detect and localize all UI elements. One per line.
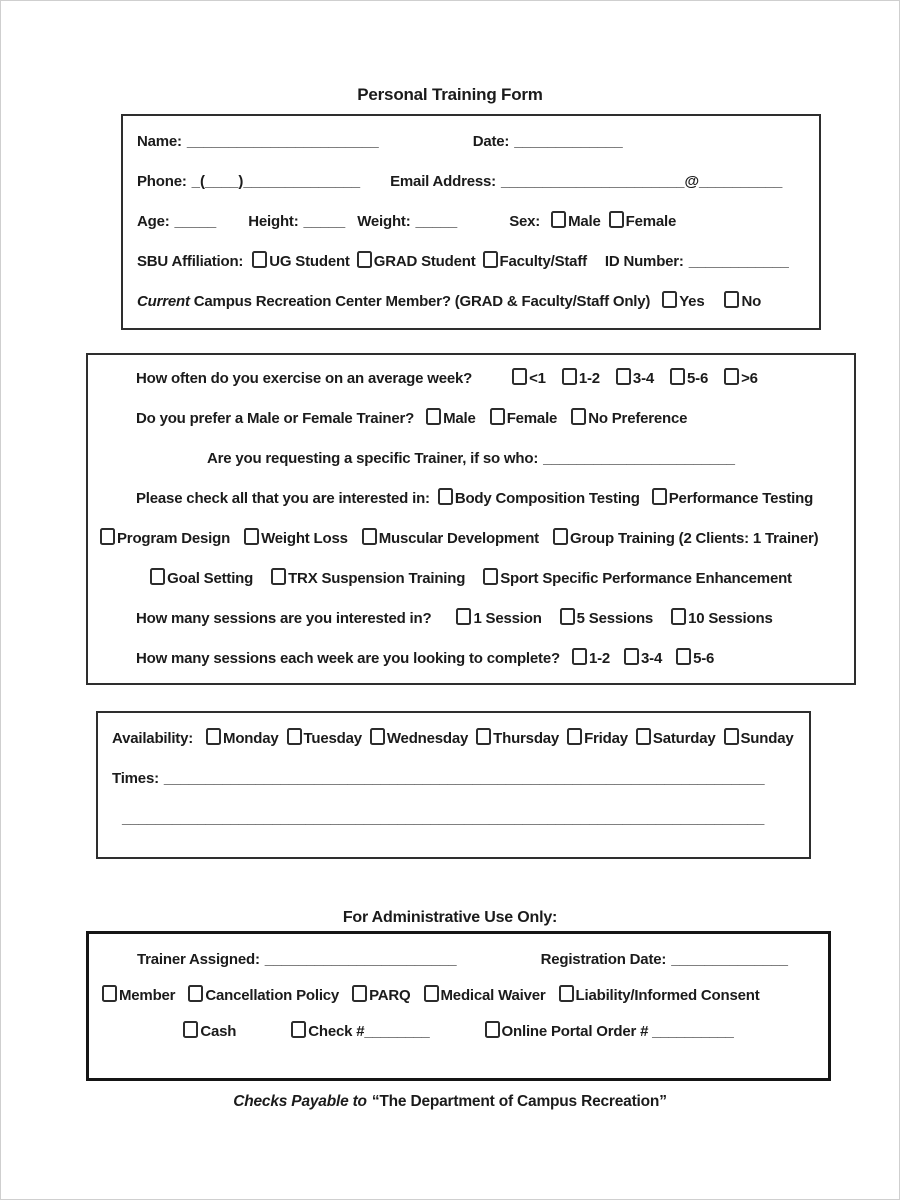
- date-blank[interactable]: _____________: [514, 133, 623, 150]
- height-label: Height:: [248, 213, 299, 230]
- checkbox-option[interactable]: [424, 978, 546, 1014]
- checkbox-label: Muscular Development: [378, 530, 539, 547]
- checkbox-option[interactable]: [438, 479, 640, 519]
- checkbox-option[interactable]: [291, 1014, 429, 1050]
- checks-payable-italic: Checks Payable to: [233, 1093, 367, 1110]
- checkbox-icon[interactable]: [670, 368, 685, 385]
- email-local-blank[interactable]: ______________________: [500, 173, 685, 190]
- checkbox-option[interactable]: [724, 359, 758, 399]
- payment-line: [99, 1014, 818, 1050]
- checkbox-icon[interactable]: [362, 528, 377, 545]
- checkbox-label: Cash: [200, 1023, 237, 1040]
- affiliation-options: [252, 253, 587, 270]
- trainer-assigned-line: [99, 942, 818, 978]
- checkbox-label: Saturday: [652, 730, 716, 747]
- weight-label: Weight:: [357, 213, 411, 230]
- checkbox-option[interactable]: [183, 1014, 236, 1050]
- checkbox-label: Male: [443, 410, 476, 427]
- checkbox-option[interactable]: [609, 202, 677, 242]
- checkbox-icon[interactable]: [560, 608, 575, 625]
- checkbox-label: 5 Sessions: [576, 610, 654, 627]
- registration-date-blank[interactable]: ______________: [671, 951, 788, 968]
- checkbox-icon[interactable]: [562, 368, 577, 385]
- checkbox-icon[interactable]: [483, 251, 498, 268]
- exercise-question-label: How often do you exercise on an average week?: [136, 370, 473, 387]
- checkbox-label: Wednesday: [386, 730, 469, 747]
- checkbox-label: Sunday: [740, 730, 794, 747]
- age-label: Age:: [137, 213, 170, 230]
- checkbox-label: Female: [506, 410, 558, 427]
- checkbox-option[interactable]: [662, 282, 704, 322]
- checkbox-option[interactable]: [485, 1014, 734, 1050]
- checkbox-icon[interactable]: [724, 368, 739, 385]
- checkbox-icon[interactable]: [188, 985, 203, 1002]
- sessions-question-line: [100, 599, 842, 639]
- checkbox-icon[interactable]: [512, 368, 527, 385]
- times-label: Times:: [112, 770, 159, 787]
- checkbox-icon[interactable]: [724, 291, 739, 308]
- id-number-blank[interactable]: ____________: [688, 253, 789, 270]
- checkbox-icon[interactable]: [271, 568, 286, 585]
- interest-options-row2: [100, 530, 818, 547]
- specific-trainer-line: [100, 439, 842, 479]
- checkbox-option[interactable]: [559, 978, 760, 1014]
- checkbox-option[interactable]: [476, 719, 559, 759]
- checkbox-option[interactable]: [652, 479, 813, 519]
- checkbox-option[interactable]: [616, 359, 654, 399]
- checkbox-icon[interactable]: [671, 608, 686, 625]
- interest-line-3: [100, 559, 842, 599]
- checkbox-option[interactable]: [567, 719, 628, 759]
- times-line: [112, 759, 795, 799]
- checkbox-icon[interactable]: [553, 528, 568, 545]
- checkbox-label: 3-4: [641, 650, 663, 667]
- interest-options-row1: [438, 490, 813, 507]
- checkbox-icon[interactable]: [652, 488, 667, 505]
- checkbox-icon[interactable]: [483, 568, 498, 585]
- member-question-italic: Current: [137, 293, 190, 310]
- checkbox-option[interactable]: [490, 399, 558, 439]
- checkbox-option[interactable]: [352, 978, 410, 1014]
- times-blank-2[interactable]: _____________________________________________________________________________: [122, 810, 765, 827]
- checkbox-icon[interactable]: [724, 728, 739, 745]
- weekly-sessions-label: How many sessions each week are you looking to complete?: [136, 650, 560, 667]
- checkbox-option[interactable]: [244, 519, 348, 559]
- phone-blank[interactable]: _(____)______________: [191, 173, 361, 190]
- checkbox-label: PARQ: [369, 987, 411, 1004]
- checkbox-label: Check #________: [308, 1023, 430, 1040]
- name-date-line: [137, 122, 805, 162]
- checkbox-icon[interactable]: [636, 728, 651, 745]
- form-title: Personal Training Form: [357, 85, 543, 104]
- affiliation-label: SBU Affiliation:: [137, 253, 244, 270]
- checkbox-option[interactable]: [271, 559, 465, 599]
- times-blank[interactable]: ________________________________________________________________________: [163, 770, 765, 787]
- id-number-label: ID Number:: [604, 253, 684, 270]
- checkbox-icon[interactable]: [183, 1021, 198, 1038]
- times-line-2: [112, 799, 795, 839]
- admin-checklist-line: [99, 978, 818, 1014]
- email-label: Email Address:: [390, 173, 496, 190]
- checkbox-label: Online Portal Order # __________: [501, 1023, 734, 1040]
- at-sign: @: [684, 173, 699, 190]
- checkbox-option[interactable]: [624, 639, 662, 679]
- checkbox-option[interactable]: [426, 399, 476, 439]
- checkbox-icon[interactable]: [352, 985, 367, 1002]
- interest-label: Please check all that you are interested in:: [136, 490, 430, 507]
- checkbox-icon[interactable]: [559, 985, 574, 1002]
- payment-options: [183, 1023, 733, 1040]
- checkbox-label: No Preference: [588, 410, 688, 427]
- checkbox-label: Monday: [223, 730, 279, 747]
- checkbox-label: Performance Testing: [668, 490, 814, 507]
- checkbox-label: 10 Sessions: [688, 610, 773, 627]
- admin-checklist-options: [102, 987, 760, 1004]
- checkbox-label: Female: [625, 213, 677, 230]
- checkbox-label: Member: [119, 987, 176, 1004]
- checkbox-label: GRAD Student: [373, 253, 476, 270]
- specific-trainer-blank[interactable]: _______________________: [543, 450, 735, 467]
- checkbox-label: TRX Suspension Training: [288, 570, 466, 587]
- checkbox-label: 1 Session: [473, 610, 542, 627]
- interest-line-2: [100, 519, 842, 559]
- checkbox-icon[interactable]: [244, 528, 259, 545]
- checkbox-label: Liability/Informed Consent: [575, 987, 760, 1004]
- checkbox-icon[interactable]: [551, 211, 566, 228]
- checkbox-label: Thursday: [493, 730, 560, 747]
- checkbox-label: Friday: [584, 730, 628, 747]
- checkbox-label: >6: [741, 370, 758, 387]
- checkbox-icon[interactable]: [370, 728, 385, 745]
- checkbox-label: 5-6: [693, 650, 715, 667]
- checks-payable-rest: “The Department of Campus Recreation”: [371, 1093, 667, 1110]
- checkbox-option[interactable]: [676, 639, 714, 679]
- checkbox-option[interactable]: [456, 599, 541, 639]
- checkbox-icon[interactable]: [438, 488, 453, 505]
- checkbox-icon[interactable]: [624, 648, 639, 665]
- checkbox-icon[interactable]: [662, 291, 677, 308]
- checkbox-icon[interactable]: [456, 608, 471, 625]
- checkbox-option[interactable]: [512, 359, 546, 399]
- availability-label: Availability:: [112, 730, 194, 747]
- checkbox-label: Goal Setting: [167, 570, 254, 587]
- availability-line: [112, 719, 795, 759]
- checkbox-option[interactable]: [553, 519, 818, 559]
- registration-date-label: Registration Date:: [540, 951, 667, 968]
- member-options: [662, 293, 761, 310]
- checkbox-option[interactable]: [671, 599, 773, 639]
- checkbox-icon[interactable]: [291, 1021, 306, 1038]
- specific-trainer-label: Are you requesting a specific Trainer, if so who:: [207, 450, 539, 467]
- checkbox-label: 5-6: [687, 370, 709, 387]
- checkbox-icon[interactable]: [426, 408, 441, 425]
- checkbox-option[interactable]: [102, 978, 175, 1014]
- weekly-sessions-line: [100, 639, 842, 679]
- checkbox-option[interactable]: [562, 359, 600, 399]
- name-label: Name:: [137, 133, 182, 150]
- checkbox-option[interactable]: [572, 639, 610, 679]
- checkbox-label: UG Student: [269, 253, 350, 270]
- checkbox-label: Group Training (2 Clients: 1 Trainer): [569, 530, 819, 547]
- checkbox-option[interactable]: [483, 559, 792, 599]
- sessions-options: [456, 610, 772, 627]
- member-question-line: [137, 282, 805, 322]
- checkbox-icon[interactable]: [676, 648, 691, 665]
- checkbox-option[interactable]: [483, 242, 587, 282]
- checkbox-option[interactable]: [724, 282, 761, 322]
- checkbox-label: Yes: [679, 293, 705, 310]
- exercise-options: [512, 370, 758, 387]
- checkbox-icon[interactable]: [100, 528, 115, 545]
- checkbox-option[interactable]: [357, 242, 476, 282]
- checkbox-option[interactable]: [670, 359, 708, 399]
- checkbox-icon[interactable]: [476, 728, 491, 745]
- checkbox-option[interactable]: [287, 719, 362, 759]
- sex-options: [551, 213, 676, 230]
- checkbox-option[interactable]: [100, 519, 230, 559]
- age-blank[interactable]: _____: [174, 213, 217, 230]
- checkbox-label: Cancellation Policy: [205, 987, 340, 1004]
- checkbox-icon[interactable]: [490, 408, 505, 425]
- phone-label: Phone:: [137, 173, 187, 190]
- checkbox-label: Medical Waiver: [440, 987, 546, 1004]
- interest-options-row3: [150, 570, 792, 587]
- checkbox-label: Tuesday: [303, 730, 362, 747]
- sex-label: Sex:: [509, 213, 541, 230]
- checkbox-icon[interactable]: [102, 985, 117, 1002]
- checkbox-icon[interactable]: [572, 648, 587, 665]
- trainer-assigned-label: Trainer Assigned:: [137, 951, 260, 968]
- checkbox-label: Male: [568, 213, 601, 230]
- checkbox-icon[interactable]: [206, 728, 221, 745]
- checkbox-option[interactable]: [571, 399, 687, 439]
- checkbox-label: No: [741, 293, 762, 310]
- sessions-question-label: How many sessions are you interested in?: [136, 610, 432, 627]
- checkbox-icon[interactable]: [567, 728, 582, 745]
- exercise-question-line: [100, 359, 842, 399]
- checkbox-option[interactable]: [551, 202, 601, 242]
- height-blank[interactable]: _____: [303, 213, 346, 230]
- checkbox-label: Sport Specific Performance Enhancement: [500, 570, 792, 587]
- availability-day-options: [206, 730, 793, 747]
- email-domain-blank[interactable]: __________: [698, 173, 783, 190]
- checkbox-option[interactable]: [188, 978, 339, 1014]
- age-height-weight-sex-line: [137, 202, 805, 242]
- checkbox-icon[interactable]: [252, 251, 267, 268]
- checkbox-label: Body Composition Testing: [454, 490, 640, 507]
- checkbox-label: Weight Loss: [261, 530, 348, 547]
- date-label: Date:: [472, 133, 510, 150]
- checkbox-icon[interactable]: [287, 728, 302, 745]
- checkbox-label: <1: [529, 370, 546, 387]
- checkbox-label: Program Design: [117, 530, 231, 547]
- trainer-preference-line: [100, 399, 842, 439]
- name-blank[interactable]: _______________________: [186, 133, 379, 150]
- member-question-text: Campus Recreation Center Member? (GRAD & Faculty/Staff Only): [193, 293, 651, 310]
- checkbox-icon[interactable]: [357, 251, 372, 268]
- checkbox-option[interactable]: [206, 719, 278, 759]
- checkbox-option[interactable]: [636, 719, 716, 759]
- checkbox-icon[interactable]: [485, 1021, 500, 1038]
- questionnaire-section: [86, 353, 856, 685]
- phone-email-line: [137, 162, 805, 202]
- availability-section: [96, 711, 811, 859]
- checkbox-label: 1-2: [578, 370, 600, 387]
- trainer-preference-options: [426, 410, 687, 427]
- checkbox-option[interactable]: [150, 559, 253, 599]
- checkbox-option[interactable]: [724, 719, 794, 759]
- checkbox-icon[interactable]: [424, 985, 439, 1002]
- checkbox-option[interactable]: [362, 519, 539, 559]
- checkbox-label: Faculty/Staff: [499, 253, 587, 270]
- checkbox-label: 3-4: [632, 370, 655, 387]
- admin-section: [86, 931, 831, 1081]
- trainer-preference-label: Do you prefer a Male or Female Trainer?: [136, 410, 415, 427]
- weight-blank[interactable]: _____: [415, 213, 458, 230]
- checkbox-option[interactable]: [370, 719, 468, 759]
- admin-header: For Administrative Use Only:: [342, 909, 558, 926]
- trainer-assigned-blank[interactable]: _______________________: [264, 951, 457, 968]
- checkbox-icon[interactable]: [609, 211, 624, 228]
- weekly-sessions-options: [572, 650, 714, 667]
- checkbox-option[interactable]: [560, 599, 653, 639]
- checkbox-option[interactable]: [252, 242, 350, 282]
- personal-info-section: [121, 114, 821, 330]
- checkbox-icon[interactable]: [571, 408, 586, 425]
- affiliation-line: [137, 242, 805, 282]
- checks-payable-note: [1, 1093, 899, 1111]
- checkbox-label: 1-2: [588, 650, 611, 667]
- interest-line-1: [100, 479, 842, 519]
- checkbox-icon[interactable]: [150, 568, 165, 585]
- checkbox-icon[interactable]: [616, 368, 631, 385]
